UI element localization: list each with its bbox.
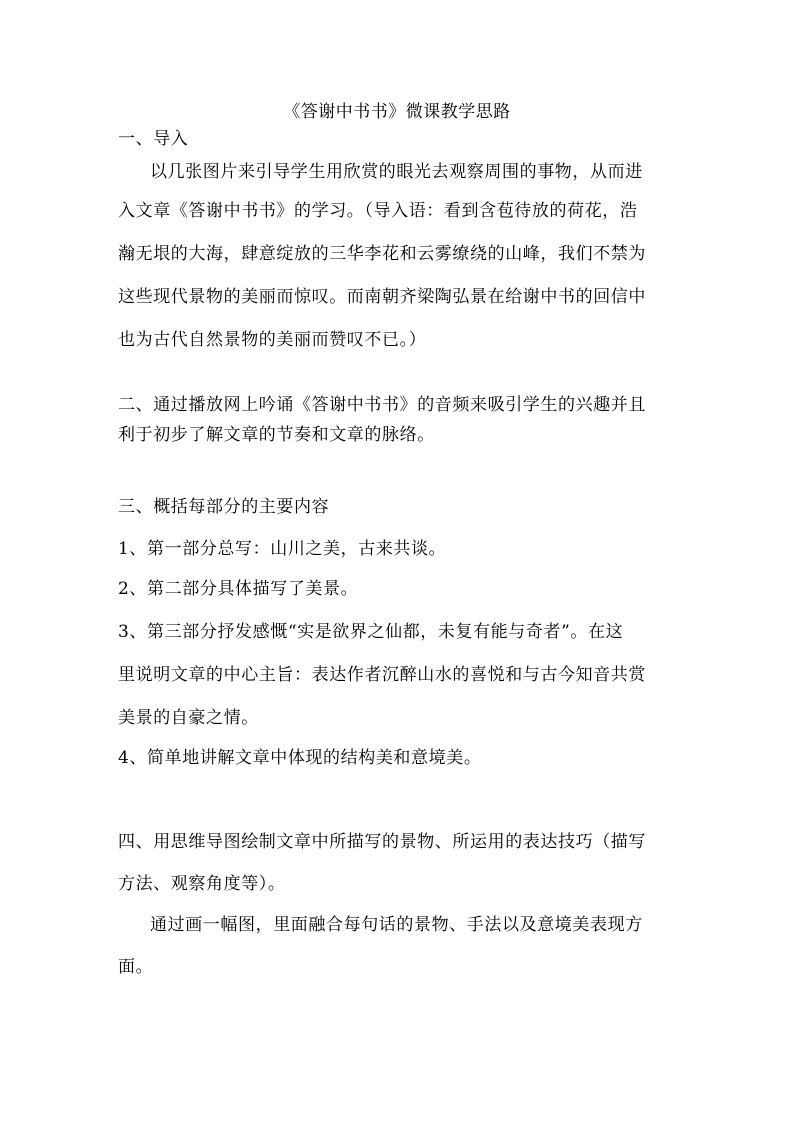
section1-line-5: 也为古代自然景物的美丽而赞叹不已。） — [118, 330, 427, 350]
section1-line-3: 瀚无垠的大海，肆意绽放的三华李花和云雾缭绕的山峰，我们不禁为 — [118, 244, 646, 264]
section3-item-2: 2、第二部分具体描写了美景。 — [118, 579, 359, 599]
section1-heading: 一、导入 — [118, 129, 189, 149]
section2-line-1: 二、通过播放网上吟诵《答谢中书书》的音频来吸引学生的兴趣并且 — [118, 395, 646, 415]
document-title: 《答谢中书书》微课教学思路 — [283, 102, 511, 122]
section4-para-line-1: 通过画一幅图，里面融合每句话的景物、手法以及意境美表现方 — [150, 915, 643, 935]
section4-para-line-2: 面。 — [118, 957, 154, 977]
section3-item-3-cont-1: 里说明文章的中心主旨：表达作者沉醉山水的喜悦和与古今知音共赏 — [118, 665, 646, 685]
section1-line-4: 这些现代景物的美丽而惊叹。而南朝齐梁陶弘景在给谢中书的回信中 — [118, 287, 646, 307]
section1-line-1: 以几张图片来引导学生用欣赏的眼光去观察周围的事物，从而进 — [150, 162, 643, 182]
section4-line-2: 方法、观察角度等）。 — [118, 874, 286, 894]
section3-item-3: 3、第三部分抒发感慨“实是欲界之仙都，未复有能与奇者”。在这 — [118, 622, 624, 642]
section2-line-2: 利于初步了解文章的节奏和文章的脉络。 — [118, 425, 435, 445]
section4-line-1: 四、用思维导图绘制文章中所描写的景物、所运用的表达技巧（描写 — [118, 832, 646, 852]
section3-heading: 三、概括每部分的主要内容 — [118, 497, 330, 517]
section3-item-1: 1、第一部分总写：山川之美，古来共谈。 — [118, 539, 447, 559]
section3-item-3-cont-2: 美景的自豪之情。 — [118, 708, 259, 728]
section3-item-4: 4、简单地讲解文章中体现的结构美和意境美。 — [118, 748, 482, 768]
section1-line-2: 入文章《答谢中书书》的学习。（导入语：看到含苞待放的荷花，浩 — [118, 201, 638, 221]
